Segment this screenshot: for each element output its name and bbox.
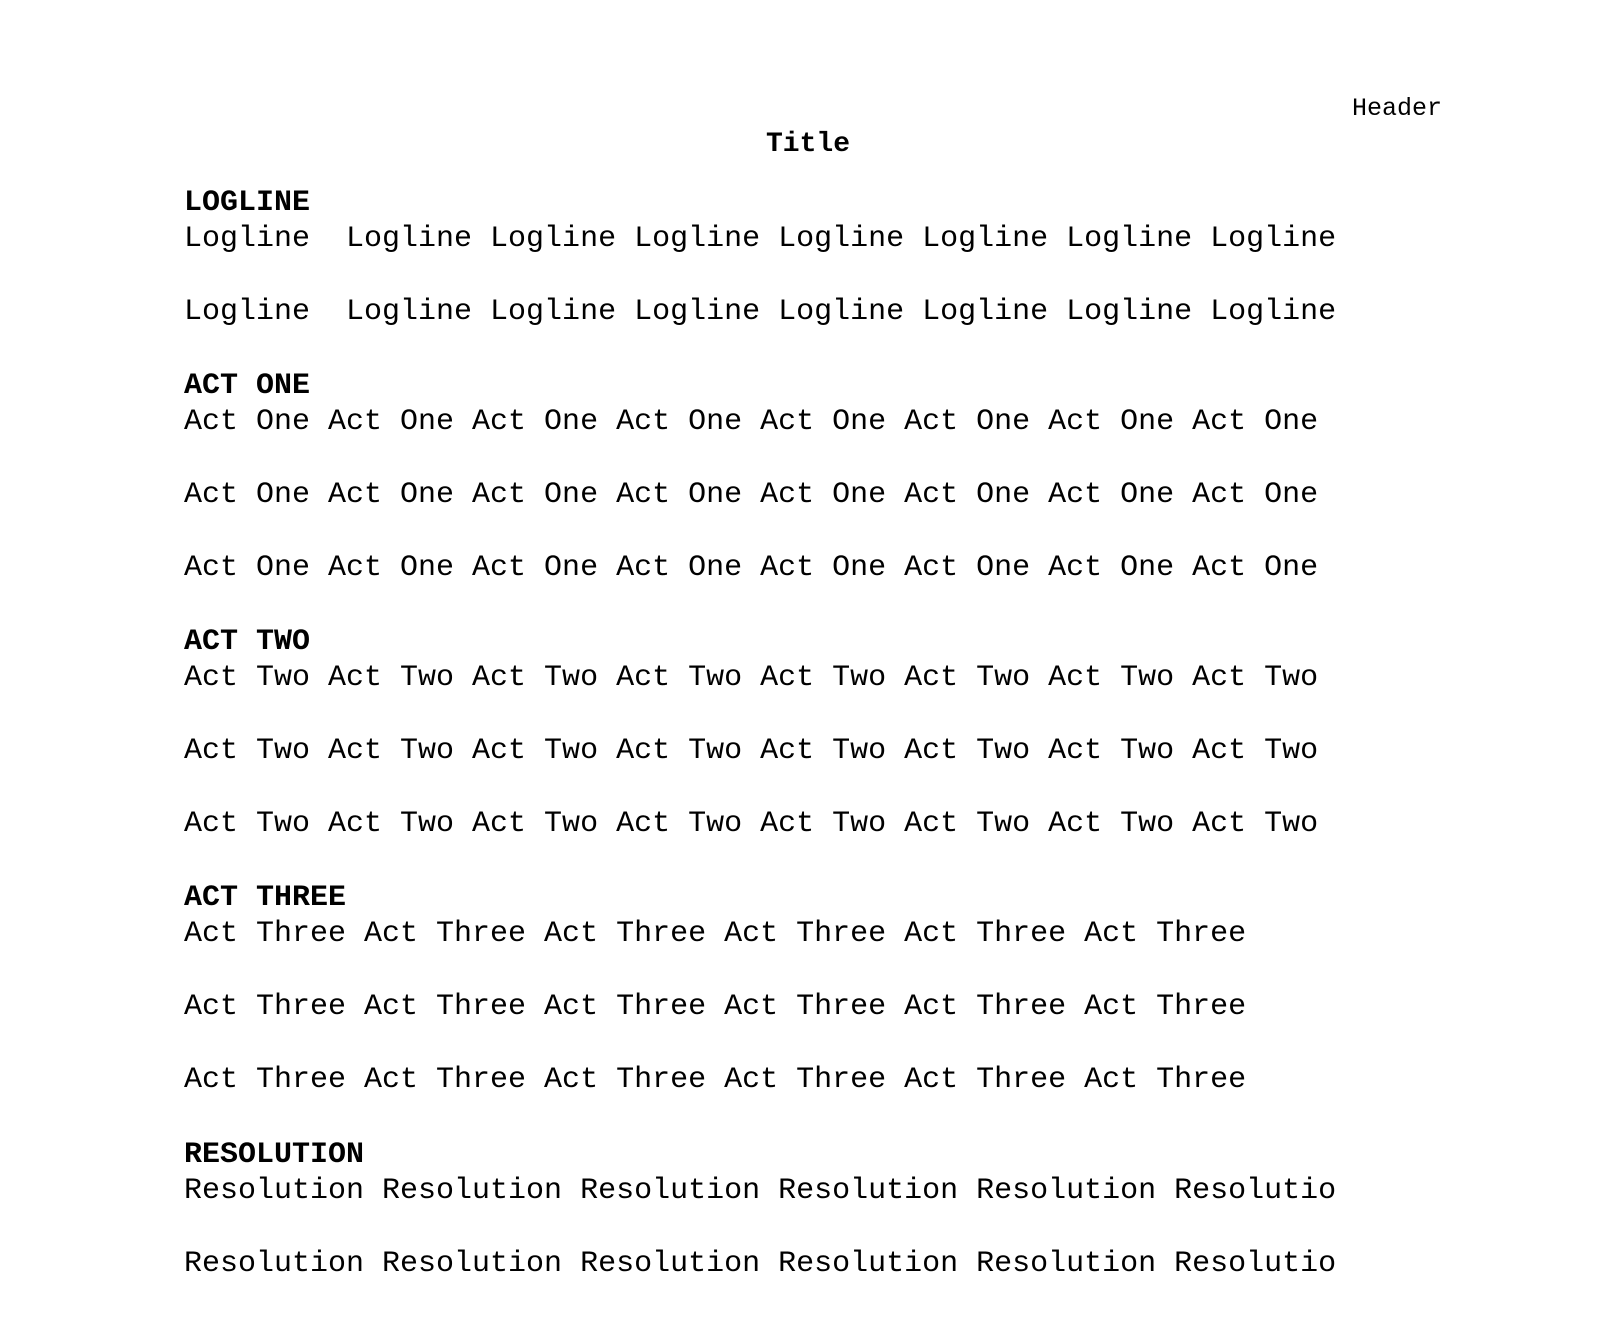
- section-act-three: [184, 880, 1246, 1098]
- section-heading: LOGLINE: [184, 186, 311, 220]
- body-line: Act Two Act Two Act Two Act Two Act Two Act Two Act Two Act Two: [184, 734, 1319, 768]
- page-header: Header: [1351, 94, 1442, 123]
- section-act-one: [184, 368, 1318, 586]
- body-line: Act Three Act Three Act Three Act Three Act Three Act Three: [184, 917, 1247, 951]
- section-logline: [184, 185, 1336, 330]
- body-line: Logline Logline Logline Logline Logline Logline Logline Logline: [184, 295, 1337, 329]
- section-heading: ACT THREE: [184, 881, 347, 915]
- body-line: Resolution Resolution Resolution Resolution Resolution Resolutio: [184, 1174, 1337, 1208]
- body-line: Act Three Act Three Act Three Act Three Act Three Act Three: [184, 1063, 1247, 1097]
- section-heading: ACT TWO: [184, 625, 311, 659]
- section-resolution: [184, 1137, 1336, 1282]
- body-line: Act Two Act Two Act Two Act Two Act Two Act Two Act Two Act Two: [184, 807, 1319, 841]
- body-line: Act One Act One Act One Act One Act One Act One Act One Act One: [184, 551, 1319, 585]
- body-line: Logline Logline Logline Logline Logline Logline Logline Logline: [184, 222, 1337, 256]
- body-line: Act One Act One Act One Act One Act One Act One Act One Act One: [184, 405, 1319, 439]
- document-title: Title: [765, 129, 850, 160]
- body-line: Act One Act One Act One Act One Act One Act One Act One Act One: [184, 478, 1319, 512]
- section-act-two: [184, 624, 1318, 842]
- body-line: Resolution Resolution Resolution Resolution Resolution Resolutio: [184, 1247, 1337, 1281]
- body-line: Act Three Act Three Act Three Act Three Act Three Act Three: [184, 990, 1247, 1024]
- section-heading: ACT ONE: [184, 369, 311, 403]
- body-line: Act Two Act Two Act Two Act Two Act Two Act Two Act Two Act Two: [184, 661, 1319, 695]
- section-heading: RESOLUTION: [184, 1138, 365, 1172]
